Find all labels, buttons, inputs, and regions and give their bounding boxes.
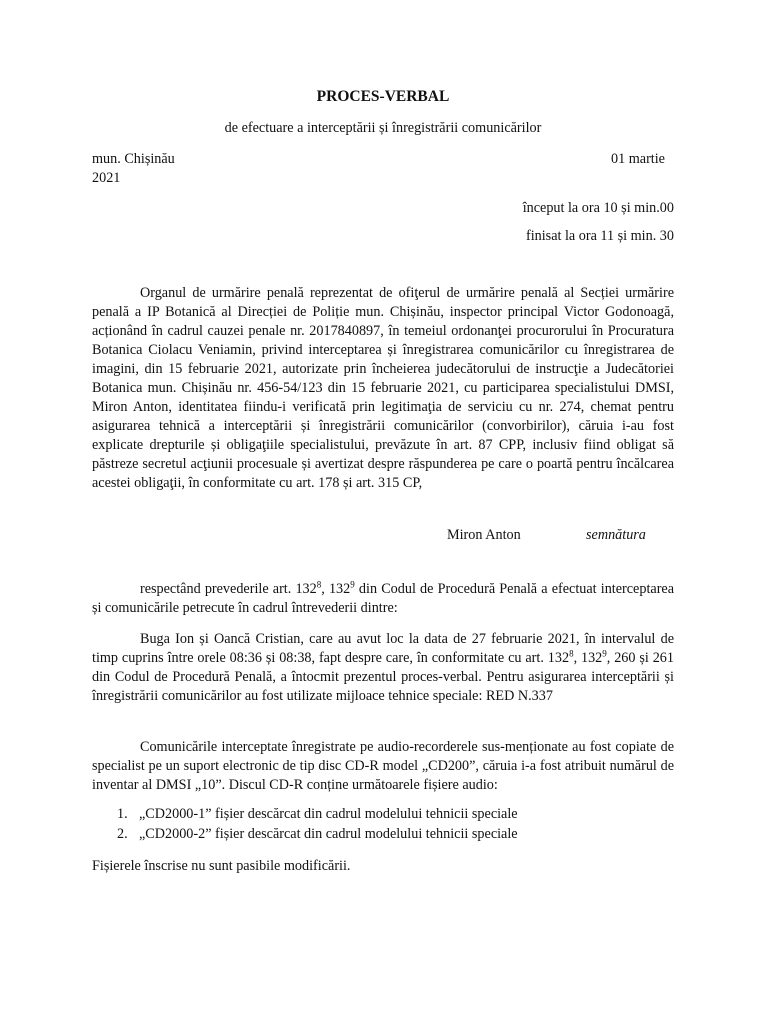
paragraph-participants-text-a: Buga Ion și Oancă Cristian, care au avut loc la data de 27 februarie 2021, în intervalul de timp cuprins între orele 08:36 și 08:38, fapt despre care, în conformitate cu art. 132 — [92, 631, 674, 666]
list-item — [92, 825, 674, 845]
paragraph-participants-text-b: , 132 — [573, 650, 603, 666]
paragraph-legal-basis — [92, 580, 674, 618]
place-label: mun. Chișinău — [92, 151, 175, 167]
signature-label: semnătura — [586, 527, 646, 543]
paragraph-participants — [92, 630, 674, 706]
list-item-number: 1. — [117, 806, 128, 822]
paragraph-recording: Comunicările interceptate înregistrate pe audio-recorderele sus-menționate au fost copiate de specialist pe un suport electronic de tip disc CD-R model „CD200”, căruia i-a fost atribuit numărul de inventar al DMSI „10”. Discul CD-R conține următoarele fișiere audio: — [92, 739, 674, 793]
document-subtitle: de efectuare a interceptării și înregistrării comunicărilor — [224, 120, 542, 136]
audio-file-list — [92, 805, 674, 845]
list-item — [92, 805, 674, 825]
signer-name: Miron Anton — [447, 527, 521, 543]
list-item-number: 2. — [117, 826, 128, 842]
paragraph-legal-basis-text-a: respectând prevederile art. 132 — [140, 581, 317, 597]
article-superscript: 9 — [350, 579, 355, 590]
paragraph-intro: Organul de urmărire penală reprezentat de ofiţerul de urmărire penală al Secției urmărire penală a IP Botanică al Direcției de Poliție mun. Chișinău, inspector principal Victor Godonoagă, acționând în cadrul cauzei penale nr. 2017840897, în temeiul ordonanţei procurorului în Procuratura Botanica Ciolacu Veniamin, privind interceptarea și înregistrarea comunicărilor cu înregistrarea de imagini, din 15 februarie 2021, autorizate prin încheierea judecătorului de instrucţie a Judecătoriei Botanica mun. Chișinău nr. 456-54/123 din 15 februarie 2021, cu participarea specialistului DMSI, Miron Anton, identitatea fiindu-i verificată prin legitimaţia de serviciu cu nr. 274, chemat pentru asigurarea tehnică a interceptării și înregistrării comunicărilor (convorbirilor), căruia i-au fost explicate drepturile și obligaţiile specialistului, prevăzute în art. 87 CPP, inclusiv fiind obligat să păstreze secretul acţiunii procesuale și avertizat despre răspunderea pe care o poartă pentru încălcarea acestei obligaţii, în conformitate cu art. 178 și art. 315 CP, — [92, 285, 674, 491]
closing-note: Fișierele înscrise nu sunt pasibile modificării. — [92, 858, 351, 874]
document-title: PROCES-VERBAL — [316, 88, 450, 105]
paragraph-legal-basis-text-b: , 132 — [321, 581, 351, 597]
list-item-text: „CD2000-2” fișier descărcat din cadrul modelului tehnicii speciale — [139, 826, 518, 842]
list-item-text: „CD2000-1” fișier descărcat din cadrul modelului tehnicii speciale — [139, 806, 518, 822]
date-year: 2021 — [92, 170, 121, 186]
end-time: finisat la ora 11 și min. 30 — [525, 228, 674, 244]
article-superscript: 8 — [569, 648, 574, 659]
article-superscript: 8 — [316, 579, 322, 590]
paragraph-legal-basis-text-c: din Codul de Procedură Penală a efectuat interceptarea și comunicările petrecute în cadrul întrevederii dintre: — [92, 581, 675, 616]
date-day-month: 01 martie — [611, 151, 665, 167]
article-superscript: 9 — [602, 648, 607, 659]
paragraph-participants-text-c: , 260 și 261 din Codul de Procedură Penală, a întocmit prezentul proces-verbal. Pentru asigurarea interceptării și înregistrării comunicărilor au fost utilizate mijloace tehnice speciale: RED N.337 — [92, 650, 674, 704]
start-time: început la ora 10 și min.00 — [522, 200, 674, 216]
